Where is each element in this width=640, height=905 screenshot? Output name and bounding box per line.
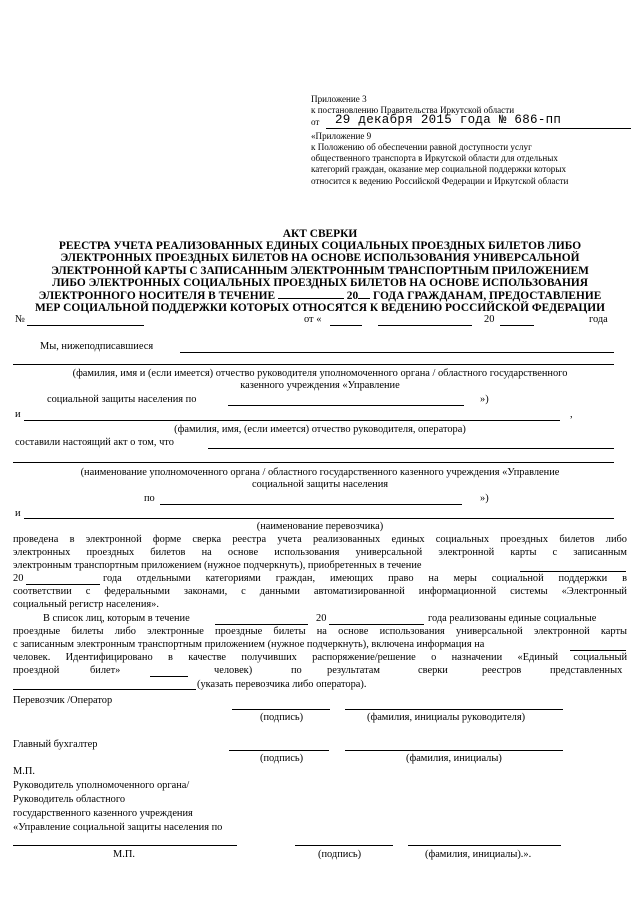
regulation-line-3: категорий граждан, оказание мер социальной поддержки которых [311,164,567,175]
para2-line-6: (указать перевозчика либо оператора). [197,679,367,690]
title-line-6-start: ЭЛЕКТРОННОГО НОСИТЕЛЯ В ТЕЧЕНИЕ [38,290,276,303]
title-year-prefix: 20 [346,290,359,303]
accountant-signature-field[interactable] [229,750,329,751]
title-line-6-end: ГОДА ГРАЖДАНАМ, ПРЕДОСТАВЛЕНИЕ [373,290,602,303]
authority-head-line-4: «Управление социальной защиты населения по [13,822,223,833]
title-line-5: ЛИБО ЭЛЕКТРОННЫХ СОЦИАЛЬНЫХ ПРОЕЗДНЫХ БИЛЕТОВ НА ОСНОВЕ ИСПОЛЬЗОВАНИЯ [52,276,588,289]
act-number-field[interactable] [27,325,144,326]
carrier-operator-label: Перевозчик /Оператор [13,695,113,706]
para2-line-5g: реестров [482,665,522,676]
drew-up-label: составили настоящий акт о том, что [15,437,174,448]
para2-count-field[interactable] [570,650,626,651]
para1-line-4: года отдельными категориями граждан, имеющих право на меры социальной поддержки в [103,573,627,584]
title-line-2: РЕЕСТРА УЧЕТА РЕАЛИЗОВАННЫХ ЕДИНЫХ СОЦИАЛЬНЫХ ПРОЕЗДНЫХ БИЛЕТОВ ЛИБО [58,240,582,253]
and-label-1: и [15,409,21,420]
decree-reference: к постановлению Правительства Иркутской области [311,105,515,116]
document-title [8,228,632,314]
para2-line-5h: представленных [550,665,623,676]
drew-up-field[interactable] [208,448,614,449]
appendix-9-label: «Приложение 9 [311,130,372,141]
operator-head-hint: (фамилия, имя, (если имеется) отчество руководителя, оператора) [174,424,466,435]
carrier-specify-field[interactable] [13,689,196,690]
regulation-line-4: относится к ведению Российской Федерации и Иркутской области [311,175,569,186]
authority-head-line-3: государственного казенного учреждения [13,808,193,819]
authority-hint-1: (наименование уполномоченного органа / областного государственного казенного учреждения «Управление [80,467,560,478]
title-line-4: ЭЛЕКТРОННОЙ КАРТЫ С ЗАПИСАННЫМ ЭЛЕКТРОННЫМ ТРАНСПОРТНЫМ ПРИЛОЖЕНИЕМ [51,264,589,277]
carrier-fio-hint: (фамилия, инициалы руководителя) [367,712,526,723]
para2-line-5e: результатам [327,665,380,676]
para1-line-1: проведена в электронной форме сверка реестра учета реализованных единых социальных проездных билетов либо [13,534,627,545]
undersigned-field[interactable] [180,352,614,353]
para2-line-5b: билет» [90,665,121,676]
title-period-field[interactable] [278,289,344,299]
head-name-hint-2: казенного учреждения «Управление [240,380,400,391]
head-name-hint-1: (фамилия, имя и (если имеется) отчество руководителя уполномоченного органа / областного государственного [72,368,568,379]
title-line-1: АКТ СВЕРКИ [282,228,358,240]
para1-period-field[interactable] [520,571,626,572]
para2-line-5c: человек) [214,665,253,676]
carrier-fio-field[interactable] [345,709,563,710]
accountant-fio-field[interactable] [345,750,563,751]
region-field-2[interactable] [160,504,462,505]
para2-line-3: с записанным электронным транспортным приложением (нужное подчеркнуть), включена информация на [13,639,485,650]
stamp-label-2: М.П. [113,849,135,860]
close-quote-1: ») [480,394,489,405]
para1-line-6: социальный регистр населения». [13,599,159,610]
title-line-7: МЕР СОЦИАЛЬНОЙ ПОДДЕРЖКИ КОТОРЫХ ОТНОСЯТСЯ К ВЕДЕНИЮ РОССИЙСКОЙ ФЕДЕРАЦИИ [35,302,605,315]
region-field-1[interactable] [228,405,464,406]
authority-signature-field[interactable] [295,845,393,846]
carrier-signature-hint: (подпись) [260,712,304,723]
para2-line-1c: года реализованы единые социальные [428,613,597,624]
date-underline [326,128,631,129]
undersigned-label: Мы, нижеподписавшиеся [40,341,154,352]
para1-line-2: электронных проездных билетов на основе использования универсальной электронной карты с записанным [13,547,627,558]
accountant-fio-hint: (фамилия, инициалы) [406,753,502,764]
operator-head-field[interactable] [24,420,560,421]
act-year-prefix: 20 [484,314,495,325]
para1-year-field[interactable] [26,584,100,585]
carrier-name-hint: (наименование перевозчика) [256,521,384,532]
authority-hint-2: социальной защиты населения [251,479,389,490]
authority-fio-hint: (фамилия, инициалы).». [425,849,532,860]
para2-year-field[interactable] [329,624,424,625]
para1-line-3: электронным транспортным приложением (нужное подчеркнуть), приобретенных в течение [13,560,422,571]
act-year-label: года [589,314,608,325]
act-month-field[interactable] [378,325,472,326]
appendix-header [311,94,631,187]
appendix-number: Приложение 3 [311,94,367,104]
title-line-6 [8,289,632,302]
para2-line-5f: сверки [418,665,448,676]
decree-date-line [311,112,631,131]
title-line-3: ЭЛЕКТРОННЫХ ПРОЕЗДНЫХ БИЛЕТОВ НА ОСНОВЕ ИСПОЛЬЗОВАНИЯ УНИВЕРСАЛЬНОЙ [60,252,580,265]
close-quote-2: ») [480,493,489,504]
para2-line-2: проездные билеты либо электронные проездные билеты на основе использования универсальной электронной карты [13,626,627,637]
para2-identified-field[interactable] [150,676,188,677]
chief-accountant-label: Главный бухгалтер [13,739,98,750]
regulation-line-2: общественного транспорта в Иркутской области для отдельных [311,153,558,164]
authority-head-line-1: Руководитель уполномоченного органа/ [13,780,190,791]
para2-line-1a: В список лиц, которым в течение [43,613,190,624]
and-label-2: и [15,508,21,519]
decree-date-stamp: 29 декабря 2015 года № 686-пп [335,112,562,127]
carrier-name-field[interactable] [24,518,614,519]
authority-name-field[interactable] [13,462,614,463]
para1-year-prefix: 20 [13,573,24,584]
accountant-signature-hint: (подпись) [260,753,304,764]
head-name-hint-3: социальной защиты населения по [47,394,197,405]
act-day-field[interactable] [330,325,362,326]
authority-signature-hint: (подпись) [318,849,362,860]
po-label: по [144,493,155,504]
act-date-from-label: от « [304,314,322,325]
date-from-label: от [311,116,320,127]
para2-period-field[interactable] [215,624,308,625]
title-year-field[interactable] [358,289,370,299]
authority-region-field[interactable] [13,845,237,846]
para2-year-prefix: 20 [316,613,327,624]
para1-line-5: соответствии с федеральными законами, с данными автоматизированной информационной системы «Электронный [13,586,627,597]
head-name-field[interactable] [13,364,614,365]
stamp-label-1: М.П. [13,766,35,777]
act-number-label: № [15,314,25,325]
authority-head-line-2: Руководитель областного [13,794,126,805]
act-year-field[interactable] [500,325,534,326]
authority-fio-field[interactable] [408,845,561,846]
para2-line-5a: проездной [13,665,60,676]
comma-sep: , [570,409,573,420]
regulation-line-1: к Положению об обеспечении равной доступности услуг [311,141,532,152]
carrier-signature-field[interactable] [232,709,330,710]
para2-line-4: человек. Идентифицировано в качестве получивших распоряжение/решение о назначении «Единый социальный [13,652,627,663]
para2-line-5d: по [291,665,302,676]
